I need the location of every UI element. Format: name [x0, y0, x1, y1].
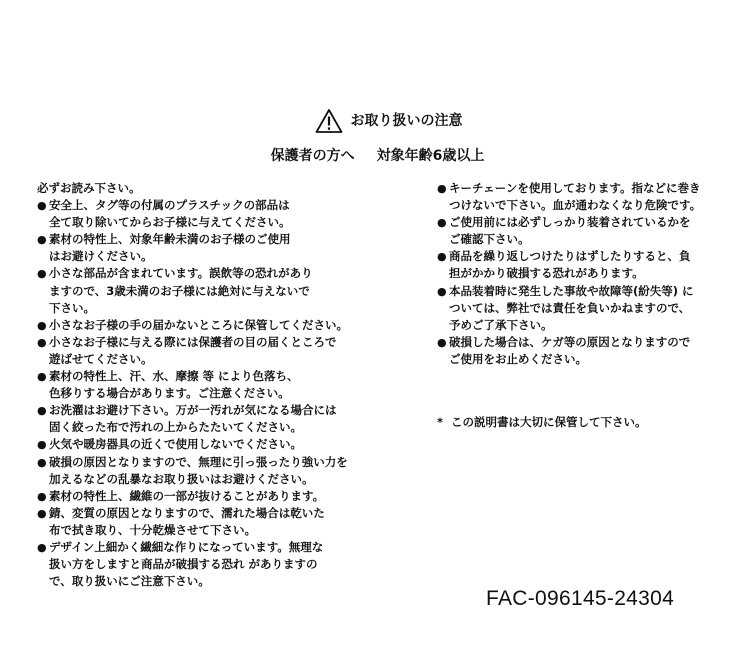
caution-item: [437, 283, 747, 334]
caution-line: 破損した場合は、ケガ等の原因となりますので: [449, 334, 691, 349]
age-label: 対象年齢6歳以上: [376, 148, 485, 164]
caution-text: [49, 334, 367, 368]
caution-text: [449, 283, 747, 334]
bullet-icon: ●: [37, 506, 47, 520]
caution-item: [37, 334, 367, 368]
caution-item: [37, 436, 367, 453]
caution-text: [449, 214, 747, 248]
caution-item: [437, 334, 747, 368]
bullet-icon: ●: [37, 233, 47, 247]
bullet-icon: ●: [437, 216, 447, 230]
caution-line: 布で拭き取り、十分乾燥させて下さい。: [49, 522, 256, 537]
caution-line: 本品装着時に発生した事故や故障等(紛失等) に: [449, 283, 694, 298]
caution-line: 加えるなどの乱暴なお取り扱いはお避けください。: [49, 471, 314, 486]
caution-line: で、取り扱いにご注意下さい。: [49, 574, 210, 589]
caution-line: ますので、3歳未満のお子様には絶対に与えないで: [49, 283, 310, 298]
bullet-icon: ●: [37, 455, 47, 469]
caution-line: 担がかかり破損する恐れがあります。: [449, 266, 644, 281]
caution-line: 安全上、タグ等の付属のプラスチックの部品は: [49, 198, 290, 213]
caution-line: ご使用前には必ずしっかり装着されているかを: [449, 215, 691, 230]
caution-item: [37, 368, 367, 402]
caution-line: 全て取り除いてからお子様に与えてください。: [49, 215, 291, 230]
caution-line: 色移りする場合があります。ご注意ください。: [49, 386, 290, 401]
caution-line: 扱い方をしますと商品が破損する恐れ がありますの: [49, 557, 318, 572]
caution-text: [49, 317, 367, 334]
caution-text: [49, 488, 367, 505]
caution-line: キーチェーンを使用しております。指などに巻き: [449, 181, 701, 195]
bullet-icon: ●: [37, 335, 47, 349]
caution-line: 下さい。: [49, 300, 95, 315]
caution-text: [49, 197, 367, 231]
caution-line: はお避けください。: [49, 249, 153, 264]
page-title: お取り扱いの注意: [350, 113, 463, 129]
intro-text: 必ずお読み下さい。: [37, 181, 141, 195]
caution-item: [37, 197, 367, 231]
caution-line: 予めご了承下さい。: [449, 317, 553, 332]
note-mark: *: [437, 415, 444, 429]
left-column: [37, 180, 367, 590]
caution-item: [37, 265, 367, 316]
caution-item: [37, 488, 367, 505]
caution-line: デザイン上細かく繊細な作りになっています。無理な: [49, 539, 324, 554]
caution-line: 商品を繰り返しつけたりはずしたりすると、負: [449, 249, 691, 264]
caution-line: お洗濯はお避け下さい。万が一汚れが気になる場合には: [49, 403, 337, 418]
right-column: [437, 180, 747, 368]
warning-triangle-icon: [315, 108, 343, 134]
caution-line: 破損の原因となりますので、無理に引っ張ったり強い力を: [49, 454, 348, 469]
caution-text: [449, 248, 747, 282]
caution-item: [437, 214, 747, 248]
title-row: [0, 105, 755, 137]
caution-text: [49, 436, 367, 453]
caution-line: 固く絞った布で汚れの上からたたいてください。: [49, 420, 302, 435]
subtitle-row: [0, 145, 755, 167]
caution-text: [49, 454, 367, 488]
caution-item: [37, 454, 367, 488]
product-code: FAC-096145-24304: [486, 587, 675, 610]
caution-line: 素材の特性上、汗、水、摩擦 等 により色落ち、: [49, 369, 299, 384]
bullet-icon: ●: [37, 404, 47, 418]
caution-item: [437, 248, 747, 282]
caution-line: ご使用をお止めください。: [449, 351, 587, 366]
bullet-icon: ●: [37, 489, 47, 503]
bullet-icon: ●: [37, 438, 47, 452]
bullet-icon: ●: [437, 250, 447, 264]
caution-item: [37, 402, 367, 436]
caution-text: [49, 505, 367, 539]
caution-text: [49, 231, 367, 265]
caution-text: [49, 265, 367, 316]
caution-line: 小さなお子様の手の届かないところに保管してください。: [49, 317, 348, 332]
caution-line: ついては、弊社では責任を負いかねますので、: [449, 300, 691, 315]
caution-line: 錆、変質の原因となりますので、濡れた場合は乾いた: [49, 505, 325, 520]
caution-text: [49, 402, 367, 436]
bullet-icon: ●: [37, 267, 47, 281]
caution-line: 小さなお子様に与える際には保護者の目の届くところで: [49, 334, 337, 349]
caution-item: [37, 539, 367, 590]
caution-item: [37, 231, 367, 265]
caution-line: 素材の特性上、繊維の一部が抜けることがあります。: [49, 488, 325, 503]
note-text: この説明書は大切に保管して下さい。: [451, 415, 647, 429]
caution-line: 遊ばせてください。: [49, 351, 153, 366]
storage-note: [437, 414, 647, 430]
caution-text: [449, 334, 747, 368]
bullet-icon: ●: [437, 335, 447, 349]
caution-item: [437, 180, 747, 214]
bullet-icon: ●: [437, 182, 447, 195]
audience-label: 保護者の方へ: [270, 148, 355, 164]
caution-text: [449, 180, 747, 214]
caution-line: 素材の特性上、対象年齢未満のお子様のご使用: [49, 232, 291, 247]
caution-item: [37, 317, 367, 334]
caution-text: [49, 539, 367, 590]
bullet-icon: ●: [37, 370, 47, 384]
bullet-icon: ●: [37, 318, 47, 332]
caution-line: 火気や暖房器具の近くで使用しないでください。: [49, 437, 302, 452]
bullet-icon: ●: [37, 199, 47, 213]
caution-line: つけないで下さい。血が通わなくなり危険です。: [449, 198, 702, 213]
bullet-icon: ●: [37, 540, 47, 554]
caution-line: ご確認下さい。: [449, 232, 530, 247]
caution-text: [49, 368, 367, 402]
bullet-icon: ●: [437, 284, 447, 298]
caution-line: 小さな部品が含まれています。誤飲等の恐れがあり: [49, 266, 313, 281]
caution-item: [37, 505, 367, 539]
